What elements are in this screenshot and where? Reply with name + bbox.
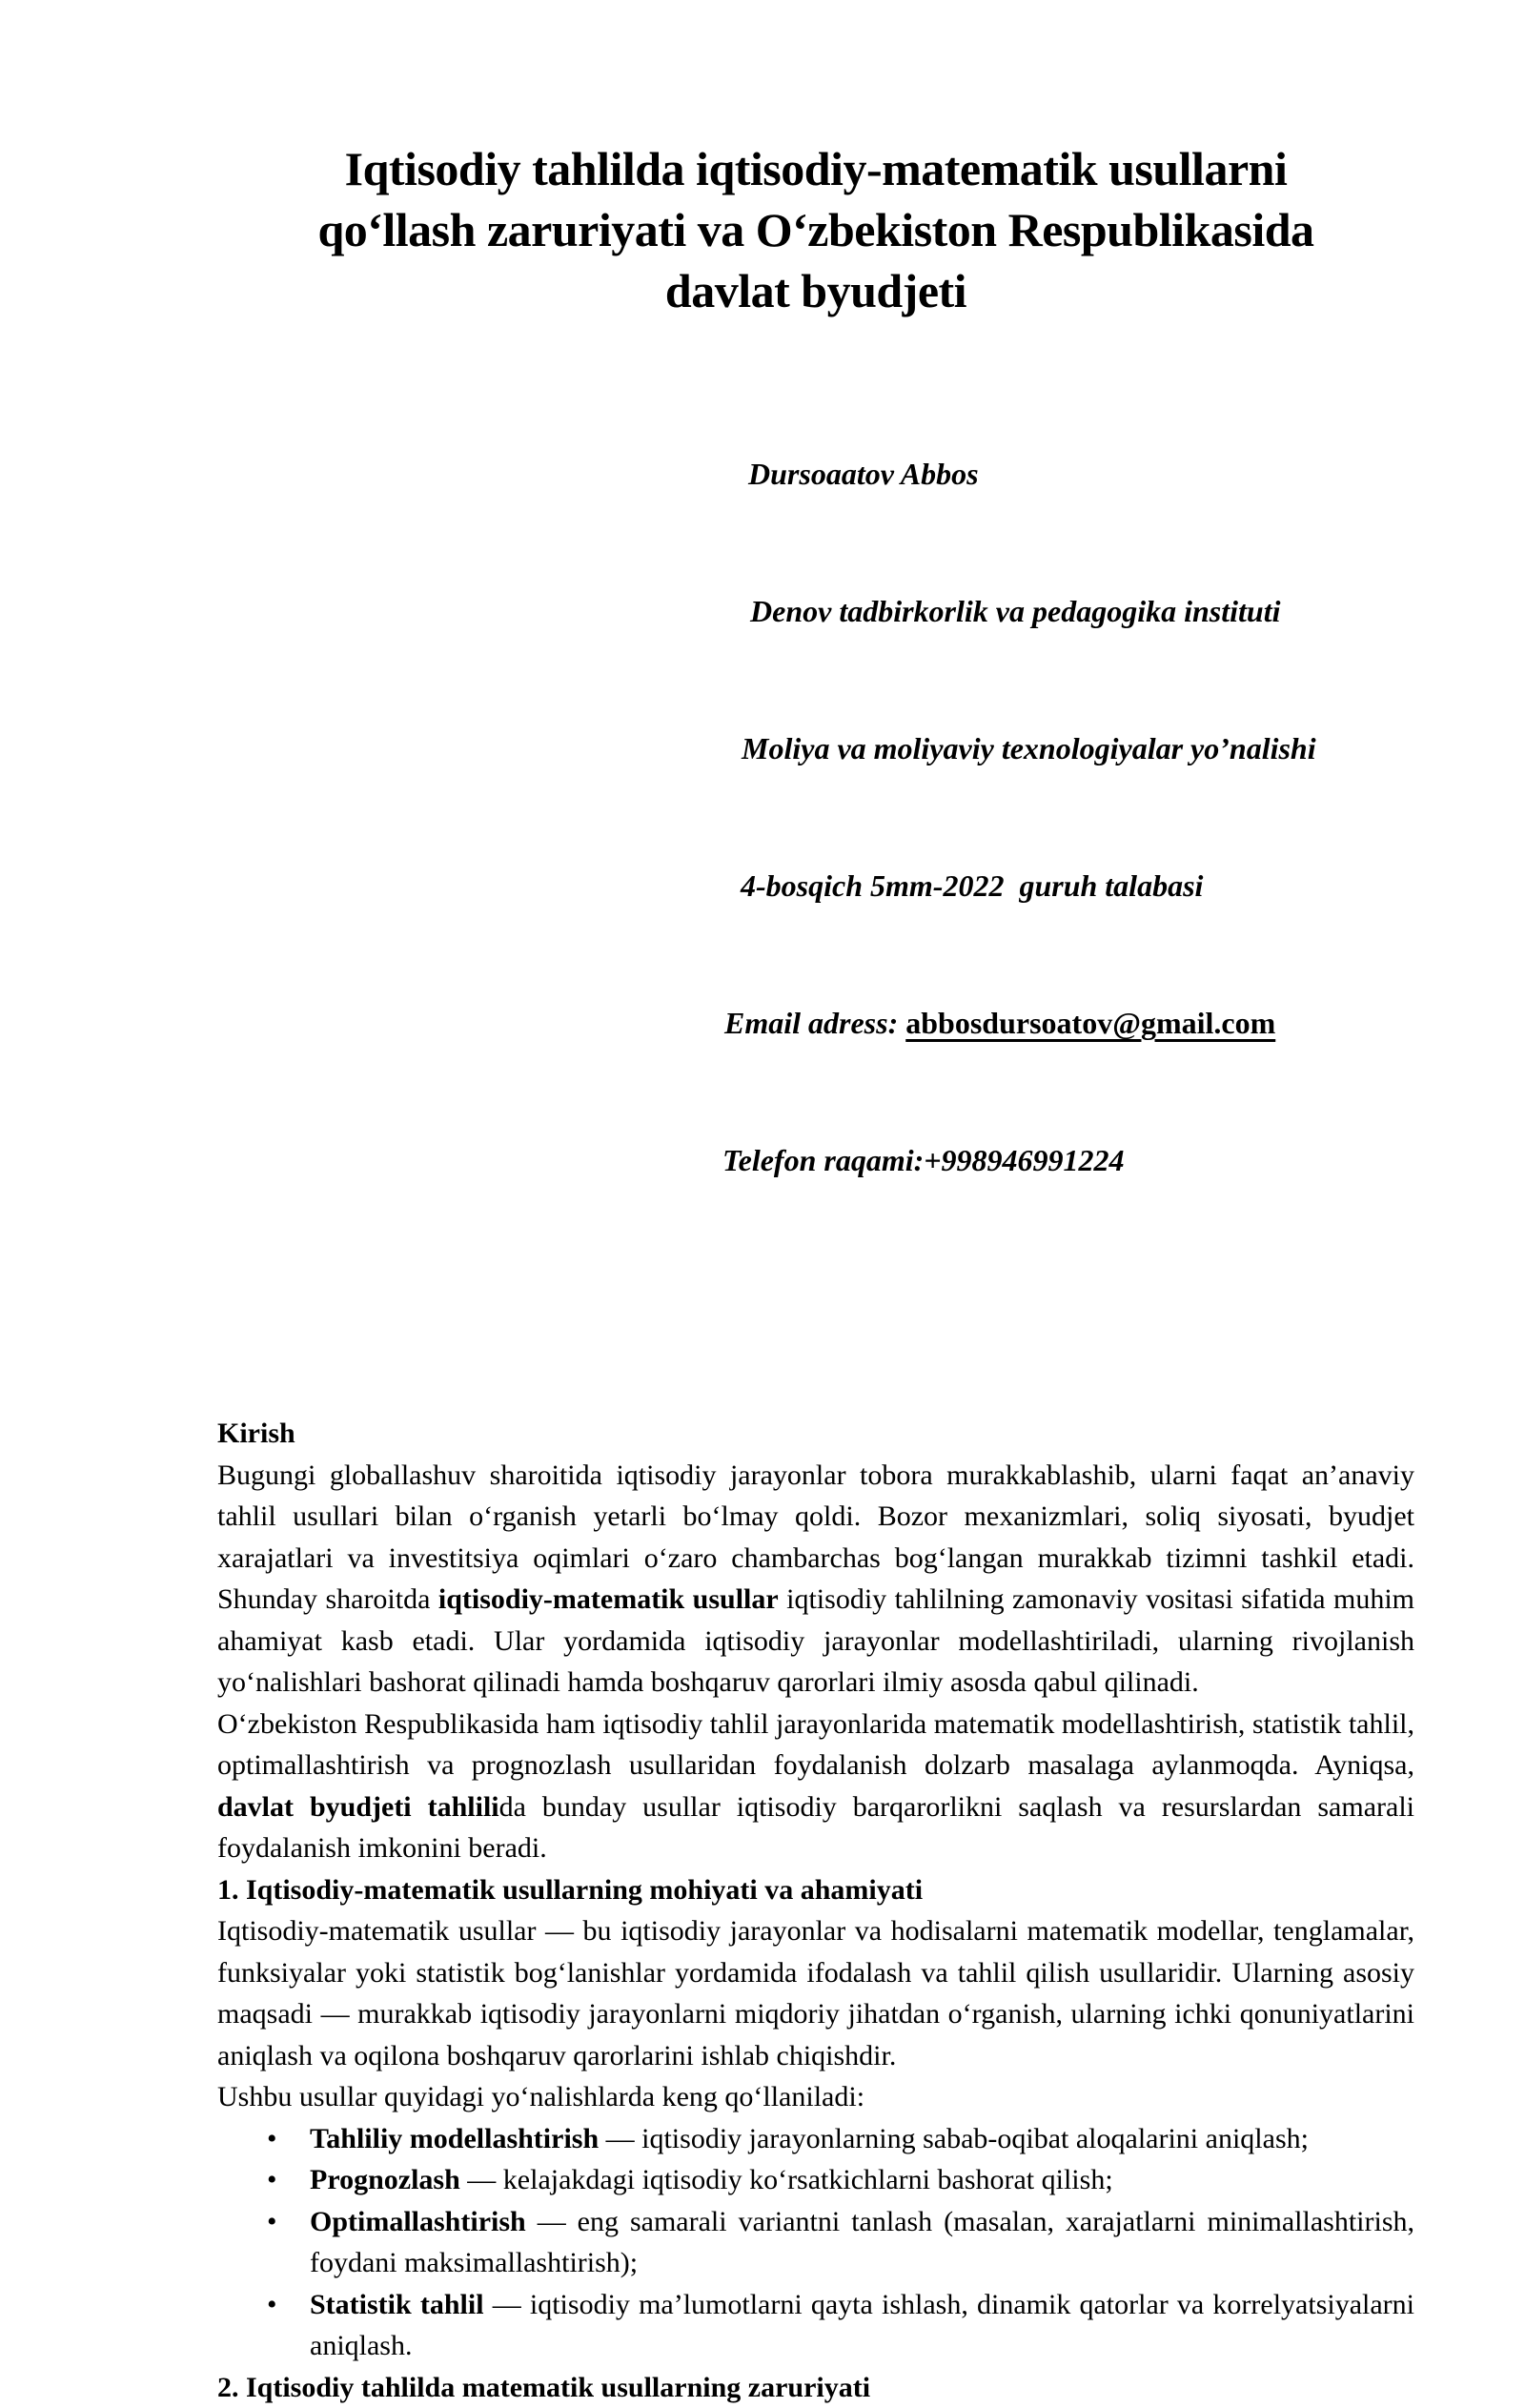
bullet-icon: •: [267, 2201, 277, 2243]
paragraph-section-1: Iqtisodiy-matematik usullar — bu iqtisodiy jarayonlar va hodisalarni matematik modellar, tenglamalar, funksiyalar yoki statistik bog‘lanishlar yordamida ifodalash va tahlil qilish usullaridir. Ularning asosiy maqsadi — murakkab iqtisodiy jarayonlarni miqdoriy jihatdan o‘rganish, ularning ichki qonuniyatlarini aniqlash va oqilona boshqaruv qarorlarini ishlab chiqishdir.: [217, 1910, 1414, 2076]
list-item: [217, 2284, 1414, 2367]
bullet-icon: •: [267, 2159, 277, 2201]
email-link[interactable]: abbosdursoatov@gmail.com: [905, 1006, 1275, 1040]
bold-phrase-state-budget-analysis: davlat byudjeti tahlili: [217, 1791, 499, 1823]
bold-phrase-economic-math-methods: iqtisodiy-matematik usullar: [438, 1583, 779, 1615]
section-heading-1: 1. Iqtisodiy-matematik usullarning mohiyati va ahamiyati: [217, 1869, 1414, 1911]
author-email-line: [722, 1000, 1414, 1046]
list-item: [217, 2118, 1414, 2160]
paragraph-text: da bunday usullar iqtisodiy barqarorlikni saqlash va resurslardan samarali foydalanish imkonini beradi.: [217, 1791, 1414, 1865]
list-item: [217, 2201, 1414, 2284]
paragraph-text: O‘zbekiston Respublikasida ham iqtisodiy tahlil jarayonlarida matematik modellashtirish, statistik tahlil, optimallashtirish va prognozlash usullaridan foydalanish dolzarb masalaga aylanmoqda. Ayniqsa,: [217, 1708, 1414, 1782]
bullet-term: Prognozlash: [310, 2164, 460, 2195]
section-heading-2: 2. Iqtisodiy tahlilda matematik usullarning zaruriyati: [217, 2367, 1414, 2408]
bullet-text: — eng samarali variantni tanlash (masalan, xarajatlarni minimallashtirish, foydani maksimallashtirish);: [310, 2206, 1414, 2279]
bullet-icon: •: [267, 2284, 277, 2326]
bullet-term: Tahliliy modellashtirish: [310, 2123, 599, 2154]
paragraph-intro-2: [217, 1704, 1414, 1869]
bullet-text: — iqtisodiy jarayonlarning sabab-oqibat aloqalarini aniqlash;: [599, 2123, 1309, 2154]
paragraph-text: iqtisodiy tahlilning zamonaviy vositasi sifatida muhim ahamiyat kasb etadi. Ular yordamida iqtisodiy jarayonlar modellashtiriladi, ularning rivojlanish yo‘nalishlari bashorat qilinadi hamda boshqaruv qarorlari ilmiy asosda qabul qilinadi.: [217, 1583, 1414, 1698]
document-title: [217, 138, 1414, 321]
author-group: 4-bosqich 5mm-2022 guruh talabasi: [722, 863, 1414, 908]
list-item: [217, 2159, 1414, 2201]
list-intro: Ushbu usullar quyidagi yo‘nalishlarda keng qo‘llaniladi:: [217, 2076, 1414, 2118]
bullet-list: [217, 2118, 1414, 2367]
title-line-1: Iqtisodiy tahlilda iqtisodiy-matematik usullarni: [217, 138, 1414, 199]
paragraph-text: Bugungi globallashuv sharoitida iqtisodiy jarayonlar tobora murakkablashib, ularni faqat an’anaviy tahlil usullari bilan o‘rganish yetarli bo‘lmay qoldi. Bozor mexanizmlari, soliq siyosati, byudjet xarajatlari va investitsiya oqimlari o‘zaro chambarchas bog‘langan murakkab tizimni tashkil etadi. Shunday sharoitda: [217, 1459, 1414, 1616]
email-label: Email adress:: [724, 1006, 905, 1040]
author-phone: Telefon raqami:+998946991224: [722, 1137, 1414, 1183]
author-name: Dursoaatov Abbos: [722, 451, 1414, 497]
title-line-3: davlat byudjeti: [217, 260, 1414, 321]
bullet-term: Optimallashtirish: [310, 2206, 526, 2237]
bullet-text: — kelajakdagi iqtisodiy ko‘rsatkichlarni bashorat qilish;: [460, 2164, 1113, 2195]
author-block: [722, 359, 1414, 1275]
bullet-text: — iqtisodiy ma’lumotlarni qayta ishlash, dinamik qatorlar va korrelyatsiyalarni aniqlash.: [310, 2289, 1414, 2362]
author-program: Moliya va moliyaviy texnologiyalar yo’nalishi: [722, 725, 1414, 771]
bullet-term: Statistik tahlil: [310, 2289, 484, 2320]
title-line-2: qo‘llash zaruriyati va O‘zbekiston Respublikasida: [217, 199, 1414, 260]
paragraph-intro-1: [217, 1455, 1414, 1704]
author-institute: Denov tadbirkorlik va pedagogika instituti: [722, 588, 1414, 634]
section-heading-kirish: Kirish: [217, 1413, 1414, 1455]
bullet-icon: •: [267, 2118, 277, 2160]
